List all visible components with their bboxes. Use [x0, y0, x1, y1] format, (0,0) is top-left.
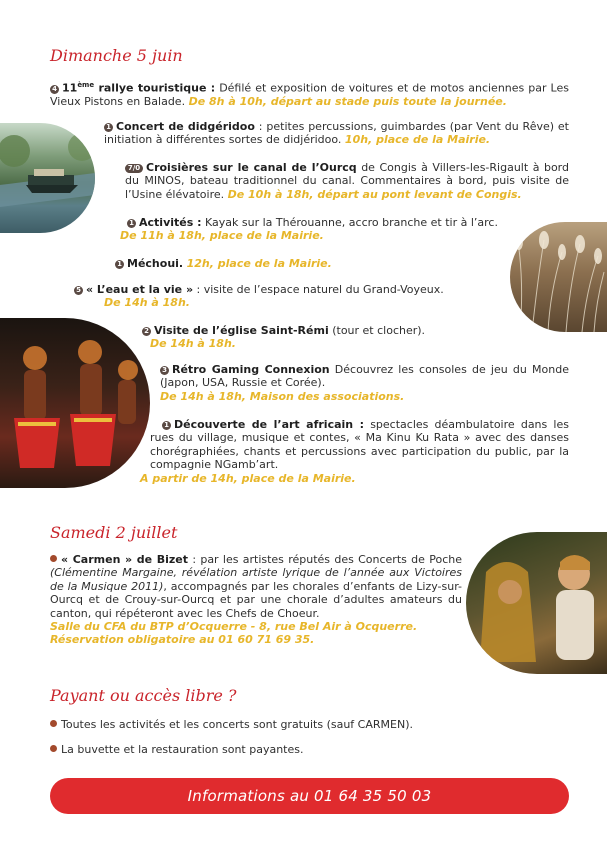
section-title-saturday: Samedi 2 juillet — [50, 523, 178, 542]
badge: 5 — [74, 286, 83, 295]
entry-text: de Congis à Villers-les-Rigault à bord du MINOS, bateau traditionnel du canal. Commentaires à bord, puis visite de l’Usine élévatoire. — [125, 161, 569, 201]
entry-info: De 10h à 18h, départ au pont levant de Congis. — [227, 187, 522, 201]
bullet-dot — [50, 555, 57, 562]
entry-eglise — [142, 324, 502, 351]
entry-text: : petites percussions, guimbardes (par Vent du Rêve) et initiation à différentes sortes de didjéridoo. — [104, 120, 569, 147]
badge: 1 — [162, 421, 171, 430]
section-title-payant: Payant ou accès libre ? — [50, 686, 237, 705]
entry-carmen — [50, 553, 462, 647]
entry-title: Concert de didgéridoo — [116, 120, 255, 133]
entry-info-reservation: Réservation obligatoire au 01 60 71 69 35. — [50, 633, 315, 647]
bullet-dot — [50, 720, 57, 727]
section-title-sunday: Dimanche 5 juin — [50, 46, 183, 65]
entry-title: « Carmen » de Bizet — [61, 553, 189, 566]
entry-info: A partir de 14h, place de la Mairie. — [140, 471, 356, 485]
entry-info: De 14h à 18h. — [150, 337, 236, 351]
entry-text: Kayak sur la Thérouanne, accro branche et tir à l’arc. — [201, 216, 498, 229]
badge: 3 — [160, 366, 169, 375]
badge: 2 — [142, 327, 151, 336]
badge: 7/0 — [125, 164, 143, 173]
entry-info: De 8h à 10h, départ au stade puis toute la journée. — [188, 95, 507, 109]
carmen-opera-photo — [466, 532, 607, 674]
entry-title: Visite de l’église Saint-Rémi — [154, 324, 329, 337]
entry-info: 10h, place de la Mairie. — [344, 133, 491, 147]
entry-croisieres — [125, 161, 569, 201]
entry-text-b: , accompagnés par les chorales d’enfants de Lizy-sur-Ourcq et de Crouy-sur-Ourcq et par une chorale d’adultes amateurs du canton, qui répéteront avec les Chefs de Choeur. — [50, 579, 462, 620]
entry-retro-gaming — [160, 363, 569, 403]
entry-title-rest: rallye touristique : — [94, 81, 216, 95]
entry-text: Défilé et exposition de voitures et de motos anciennes par Les Vieux Pistons en Balade. — [50, 81, 569, 109]
entry-text: : par les artistes réputés des Concerts de Poche — [188, 553, 462, 566]
entry-title: Rétro Gaming Connexion — [172, 363, 330, 376]
entry-text: spectacles déambulatoire dans les rues du village, musique et contes, « Ma Kinu Ku Rata » avec des danses chorégraphiées, chants et percussions avec participation du public, par la compagnie NGamb’art. — [150, 418, 569, 472]
info-phone-banner: Informations au 01 64 35 50 03 — [50, 778, 569, 814]
entry-info-venue: Salle du CFA du BTP d’Ocquerre - 8, rue Bel Air à Ocquerre. — [50, 620, 418, 634]
entry-info: De 11h à 18h, place de la Mairie. — [120, 229, 324, 243]
entry-text: : visite de l’espace naturel du Grand-Voyeux. — [193, 283, 444, 296]
entry-title: Méchoui. — [127, 257, 184, 270]
entry-text: (tour et clocher). — [328, 324, 426, 337]
entry-title: Découverte de l’art africain : — [174, 418, 365, 431]
badge: 1 — [115, 260, 124, 269]
entry-eau-vie — [74, 283, 494, 310]
payant-text: La buvette et la restauration sont payantes. — [61, 743, 304, 756]
african-dancers-photo — [0, 318, 150, 488]
entry-didgeridoo — [104, 120, 569, 147]
entry-title: 11 — [62, 81, 78, 95]
entry-rallye — [50, 79, 569, 108]
entry-activites — [120, 216, 527, 243]
entry-title: Croisières sur le canal de l’Ourcq — [146, 161, 357, 174]
payant-text: Toutes les activités et les concerts sont gratuits (sauf CARMEN). — [61, 718, 413, 731]
entry-info: De 14h à 18h, Maison des associations. — [160, 389, 405, 403]
payant-item-1 — [50, 718, 569, 731]
entry-mechoui — [115, 257, 495, 270]
entry-info: 12h, place de la Mairie. — [186, 257, 332, 270]
entry-title-sup: ème — [77, 81, 95, 89]
entry-info: De 14h à 18h. — [104, 296, 190, 310]
entry-art-africain — [140, 418, 569, 485]
entry-title: « L’eau et la vie » — [86, 283, 194, 296]
entry-text: Découvrez les consoles de jeu du Monde (Japon, USA, Russie et Corée). — [160, 363, 569, 390]
badge: 4 — [50, 85, 59, 94]
badge: 1 — [104, 123, 113, 132]
canal-boat-photo — [0, 123, 95, 233]
bullet-dot — [50, 745, 57, 752]
payant-item-2 — [50, 743, 569, 756]
entry-text-italic: (Clémentine Margaine, révélation artiste lyrique de l’année aux Victoires de la Musique 2011) — [50, 566, 462, 593]
badge: 1 — [127, 219, 136, 228]
entry-title: Activités : — [139, 216, 202, 229]
